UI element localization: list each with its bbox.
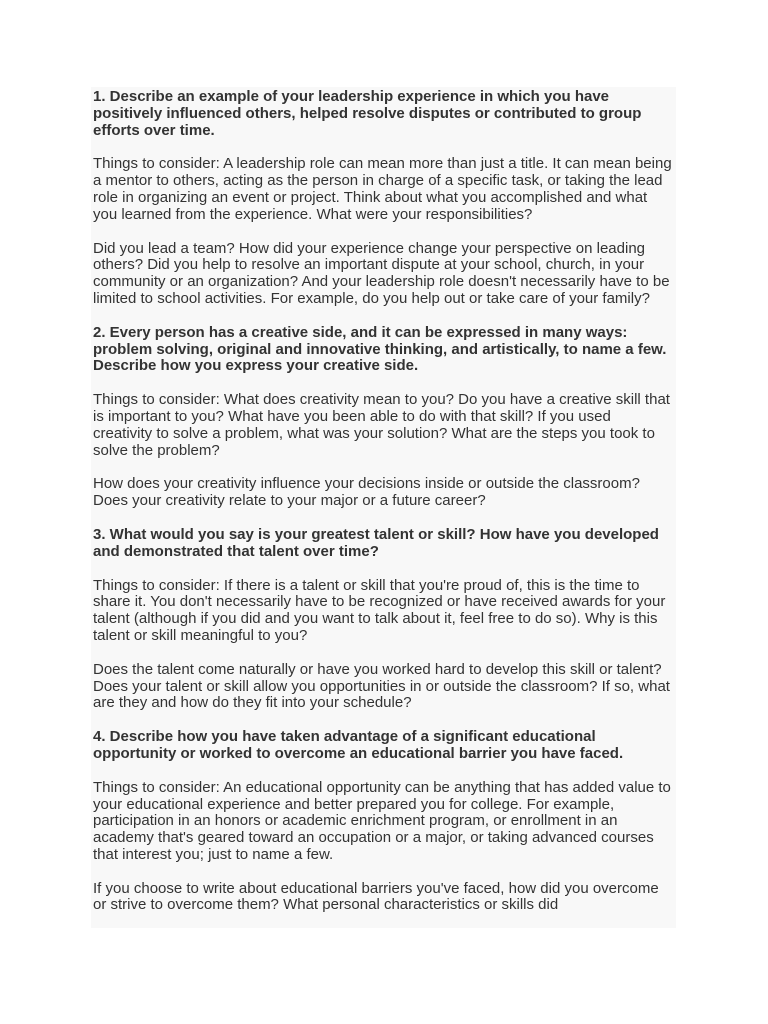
question-1-heading: 1. Describe an example of your leadership experience in which you have positively influenced others, helped resolve disputes or contributed to group efforts over time. <box>93 88 642 139</box>
question-1-consider-paragraph: Things to consider: A leadership role can mean more than just a title. It can mean being a mentor to others, acting as the person in charge of a specific task, or taking the lead role in organizing an event or project. Think about what you accomplished and what you learned from the experience. What were your responsibilities? <box>93 155 672 223</box>
question-3-heading: 3. What would you say is your greatest talent or skill? How have you developed and demonstrated that talent over time? <box>93 525 659 560</box>
question-4-followup-paragraph: If you choose to write about educational barriers you've faced, how did you overcome or strive to overcome them? What personal characteristics or skills did <box>93 879 659 914</box>
question-4-consider-paragraph: Things to consider: An educational opportunity can be anything that has added value to your educational experience and better prepared you for college. For example, participation in an honors or academic enrichment program, or enrollment in an academy that's geared toward an occupation or a major, or taking advanced courses that interest you; just to name a few. <box>93 778 671 863</box>
document-body <box>91 87 676 914</box>
question-2-followup-paragraph: How does your creativity influence your decisions inside or outside the classroom? Does your creativity relate to your major or a future career? <box>93 475 640 510</box>
question-3-consider-paragraph: Things to consider: If there is a talent or skill that you're proud of, this is the time to share it. You don't necessarily have to be recognized or have received awards for your talent (although if you did and you want to talk about it, feel free to do so). Why is this talent or skill meaningful to you? <box>93 576 666 644</box>
question-1-followup-paragraph: Did you lead a team? How did your experience change your perspective on leading others? Did you help to resolve an important dispute at your school, church, in your community or an organization? And your leadership role doesn't necessarily have to be limited to school activities. For example, do you help out or take care of your family? <box>93 239 670 307</box>
question-2-consider-paragraph: Things to consider: What does creativity mean to you? Do you have a creative skill that is important to you? What have you been able to do with that skill? If you used creativity to solve a problem, what was your solution? What are the steps you took to solve the problem? <box>93 391 670 459</box>
question-2-heading: 2. Every person has a creative side, and it can be expressed in many ways: problem solving, original and innovative thinking, and artistically, to name a few. Describe how you express your creative side. <box>93 323 667 375</box>
question-3-followup-paragraph: Does the talent come naturally or have you worked hard to develop this skill or talent? Does your talent or skill allow you opportunities in or outside the classroom? If so, what are they and how do they fit into your schedule? <box>93 660 670 712</box>
question-4-heading: 4. Describe how you have taken advantage of a significant educational opportunity or worked to overcome an educational barrier you have faced. <box>93 728 624 762</box>
document-page <box>91 87 676 928</box>
